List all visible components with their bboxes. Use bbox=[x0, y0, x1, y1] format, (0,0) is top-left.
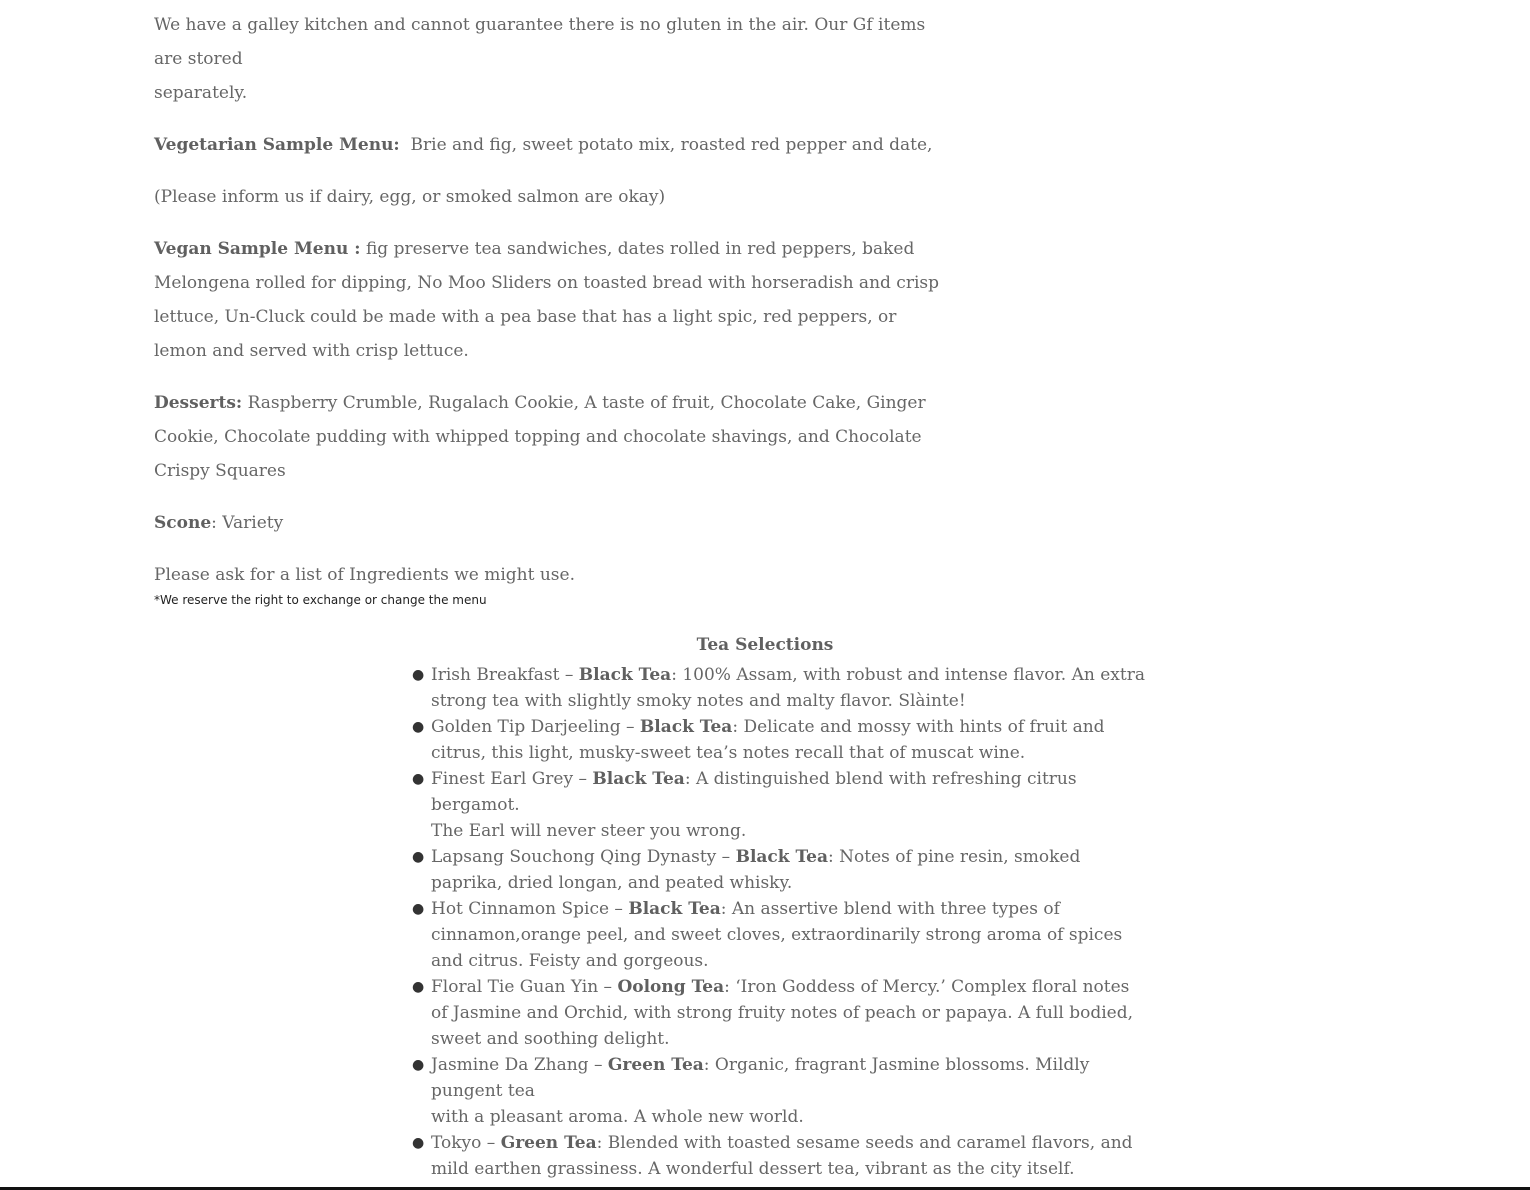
bullet-icon: ● bbox=[412, 901, 425, 917]
tea-name: Tokyo – bbox=[431, 1133, 501, 1153]
tea-description: : Delicate and mossy with hints of fruit and citrus, this light, musky-sweet tea’s notes recall that of muscat wine. bbox=[431, 717, 1105, 763]
scone-label: Scone bbox=[154, 513, 212, 533]
gluten-note bbox=[154, 8, 954, 110]
bullet-icon: ● bbox=[412, 1057, 425, 1073]
bullet-icon: ● bbox=[412, 849, 425, 865]
ingredients-note: Please ask for a list of Ingredients we might use. bbox=[154, 565, 575, 585]
desserts-menu bbox=[154, 386, 954, 488]
tea-selections-title: Tea Selections bbox=[696, 635, 834, 655]
bullet-icon: ● bbox=[412, 771, 425, 787]
tea-type: Black Tea bbox=[592, 769, 685, 789]
reserve-note: *We reserve the right to exchange or change the menu bbox=[154, 593, 487, 607]
bullet-icon: ● bbox=[412, 719, 425, 735]
tea-description-extra: with a pleasant aroma. A whole new world. bbox=[431, 1107, 804, 1127]
tea-type: Black Tea bbox=[628, 899, 721, 919]
tea-description-extra: The Earl will never steer you wrong. bbox=[431, 821, 747, 841]
gluten-note-line1: We have a galley kitchen and cannot guarantee there is no gluten in the air. Our Gf items are stored bbox=[154, 15, 926, 69]
tea-item-irish-breakfast bbox=[412, 662, 1150, 714]
tea-description: : Organic, fragrant Jasmine blossoms. Mildly pungent tea bbox=[431, 1055, 1090, 1101]
scone-menu bbox=[154, 506, 954, 540]
tea-type: Green Tea bbox=[500, 1133, 597, 1153]
tea-item-finest-earl-grey bbox=[412, 766, 1150, 844]
vegetarian-menu bbox=[154, 128, 954, 162]
vegetarian-menu-text: Brie and fig, sweet potato mix, roasted red pepper and date, bbox=[399, 135, 933, 155]
tea-name: Hot Cinnamon Spice – bbox=[431, 899, 629, 919]
tea-description: : ‘Iron Goddess of Mercy.’ Complex floral notes of Jasmine and Orchid, with strong fruity notes of peach or papaya. A full bodied, sweet and soothing delight. bbox=[431, 977, 1133, 1049]
scone-text: : Variety bbox=[211, 513, 284, 533]
tea-type: Black Tea bbox=[578, 665, 672, 685]
tea-name: Lapsang Souchong Qing Dynasty – bbox=[431, 847, 736, 867]
tea-item-golden-tip-darjeeling bbox=[412, 714, 1150, 766]
gluten-note-line2: separately. bbox=[154, 83, 248, 103]
tea-description: : 100% Assam, with robust and intense flavor. An extra strong tea with slightly smoky notes and malty flavor. Slàinte! bbox=[431, 665, 1145, 711]
bullet-icon: ● bbox=[412, 667, 425, 683]
tea-item-lapsang-souchong bbox=[412, 844, 1150, 896]
tea-item-jasmine-da-zhang bbox=[412, 1052, 1150, 1130]
tea-name: Irish Breakfast – bbox=[431, 665, 579, 685]
tea-list bbox=[380, 662, 1150, 1182]
desserts-text: Raspberry Crumble, Rugalach Cookie, A taste of fruit, Chocolate Cake, Ginger Cookie, Chocolate pudding with whipped topping and chocolate shavings, and Chocolate Crispy Squares bbox=[154, 393, 926, 481]
tea-name: Floral Tie Guan Yin – bbox=[431, 977, 618, 997]
tea-item-floral-tie-guan-yin bbox=[412, 974, 1150, 1052]
tea-type: Black Tea bbox=[735, 847, 828, 867]
tea-description: : Blended with toasted sesame seeds and caramel flavors, and mild earthen grassiness. A wonderful dessert tea, vibrant as the city itself. bbox=[431, 1133, 1133, 1179]
tea-selections bbox=[380, 632, 1150, 1182]
tea-item-tokyo bbox=[412, 1130, 1150, 1182]
tea-name: Finest Earl Grey – bbox=[431, 769, 593, 789]
menu-details bbox=[154, 8, 954, 608]
bullet-icon: ● bbox=[412, 979, 425, 995]
vegan-menu-label: Vegan Sample Menu : bbox=[154, 239, 361, 259]
inform-note: (Please inform us if dairy, egg, or smoked salmon are okay) bbox=[154, 187, 666, 207]
tea-item-hot-cinnamon-spice bbox=[412, 896, 1150, 974]
desserts-label: Desserts: bbox=[154, 393, 243, 413]
bullet-icon: ● bbox=[412, 1135, 425, 1151]
tea-description: : A distinguished blend with refreshing citrus bergamot. bbox=[431, 769, 1077, 815]
tea-description: : An assertive blend with three types of cinnamon,orange peel, and sweet cloves, extraordinarily strong aroma of spices and citrus. Feisty and gorgeous. bbox=[431, 899, 1123, 971]
vegetarian-menu-label: Vegetarian Sample Menu: bbox=[154, 135, 400, 155]
vegan-menu bbox=[154, 232, 954, 368]
tea-name: Jasmine Da Zhang – bbox=[431, 1055, 608, 1075]
tea-description: : Notes of pine resin, smoked paprika, dried longan, and peated whisky. bbox=[431, 847, 1081, 893]
tea-type: Black Tea bbox=[639, 717, 733, 737]
tea-name: Golden Tip Darjeeling – bbox=[431, 717, 640, 737]
tea-type: Green Tea bbox=[607, 1055, 704, 1075]
tea-type: Oolong Tea bbox=[617, 977, 725, 997]
vegan-menu-text: fig preserve tea sandwiches, dates rolled in red peppers, baked Melongena rolled for dipping, No Moo Sliders on toasted bread with horseradish and crisp lettuce, Un-Cluck could be made with a pea base that has a light spic, red peppers, or lemon and served with crisp lettuce. bbox=[154, 239, 939, 361]
